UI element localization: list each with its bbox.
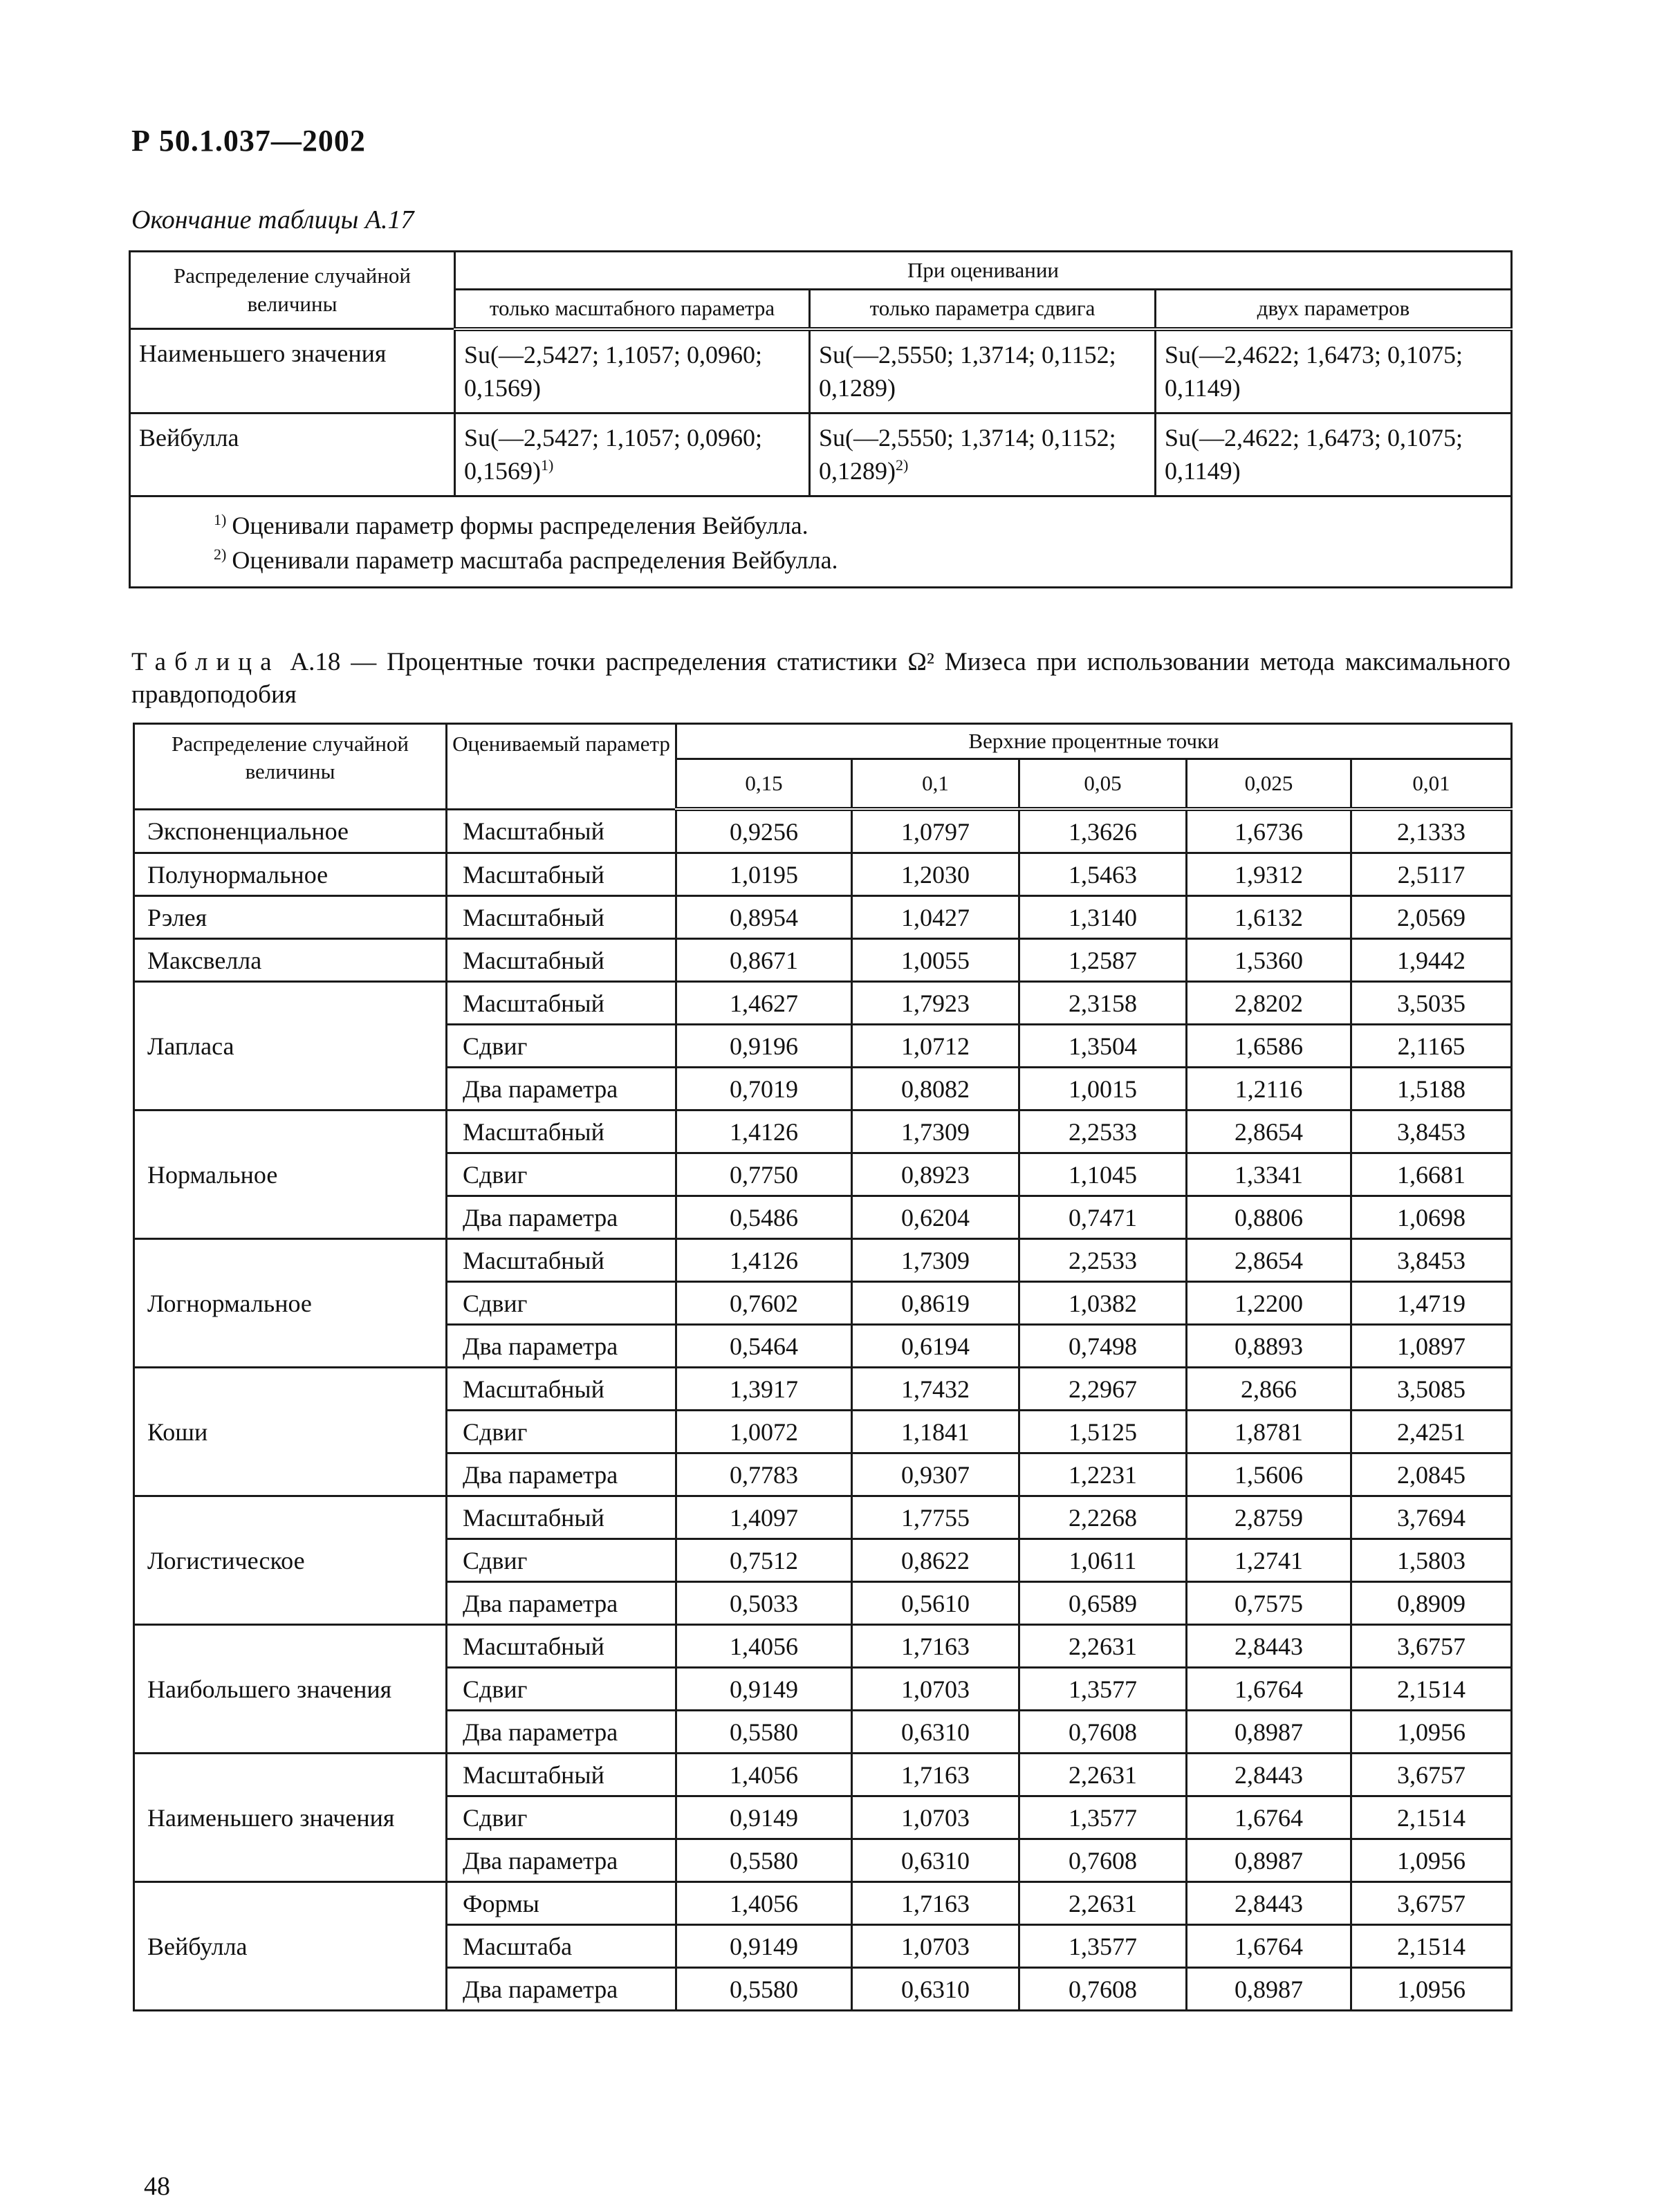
distribution-cell: Полунормальное [134,853,447,896]
table-a17 [129,250,1513,588]
t18-col-pct: 0,01 [1351,759,1512,810]
distribution-cell: Нормальное [134,1110,447,1239]
value-cell: 2,1514 [1351,1796,1512,1839]
value-cell: 0,8954 [676,896,852,939]
table-row [134,1625,1512,1668]
value-cell: 2,8654 [1187,1110,1351,1153]
t17-col-scale: только масштабного параметра [455,290,810,329]
value-cell: 1,3341 [1187,1153,1351,1196]
value-cell: 1,2231 [1019,1453,1187,1496]
value-cell: 1,8781 [1187,1411,1351,1453]
value-cell: 1,7923 [852,982,1019,1025]
distribution-cell: Наибольшего значения [134,1625,447,1754]
value-cell: 2,3158 [1019,982,1187,1025]
value-cell: 0,6194 [852,1325,1019,1368]
value-cell: 1,0703 [852,1796,1019,1839]
value-cell: 2,8759 [1187,1496,1351,1539]
parameter-cell: Сдвиг [447,1025,676,1068]
value-cell: 0,5464 [676,1325,852,1368]
footnote [214,543,1510,577]
value-cell: 2,0569 [1351,896,1512,939]
value-cell: 0,7608 [1019,1839,1187,1882]
parameter-cell: Два параметра [447,1839,676,1882]
value-cell: 1,3504 [1019,1025,1187,1068]
value-cell: 1,3577 [1019,1796,1187,1839]
t17-cell [810,329,1156,413]
value-cell: 1,1841 [852,1411,1019,1453]
value-cell: 0,7471 [1019,1196,1187,1239]
parameter-cell: Сдвиг [447,1796,676,1839]
parameter-cell: Сдвиг [447,1668,676,1711]
parameter-cell: Масштабный [447,1754,676,1796]
value-cell: 1,0712 [852,1025,1019,1068]
value-cell: 0,9307 [852,1453,1019,1496]
t18-col-pct: 0,025 [1187,759,1351,810]
value-cell: 1,0956 [1351,1711,1512,1754]
value-cell: 2,4251 [1351,1411,1512,1453]
footnote-text: Оценивали параметр формы распределения Вейбулла. [232,511,808,539]
parameter-cell: Масштабный [447,939,676,982]
distribution-cell: Логистическое [134,1496,447,1625]
parameter-cell: Масштабный [447,982,676,1025]
value-cell: 0,7750 [676,1153,852,1196]
value-cell: 2,2631 [1019,1754,1187,1796]
value-cell: 1,5606 [1187,1453,1351,1496]
t17-col-two: двух параметров [1156,290,1512,329]
parameter-cell: Два параметра [447,1968,676,2011]
value-cell: 2,866 [1187,1368,1351,1411]
value-cell: 1,0195 [676,853,852,896]
parameter-cell: Масштабный [447,1496,676,1539]
parameter-cell: Формы [447,1882,676,1925]
t17-row-name: Вейбулла [130,413,455,496]
value-cell: 1,6736 [1187,809,1351,853]
value-cell: 2,8443 [1187,1625,1351,1668]
value-cell: 2,2967 [1019,1368,1187,1411]
value-cell: 1,7309 [852,1110,1019,1153]
value-cell: 1,0611 [1019,1539,1187,1582]
parameter-cell: Масштабный [447,896,676,939]
footnote-text: Оценивали параметр масштаба распределения Вейбулла. [232,546,838,575]
value-cell: 0,6589 [1019,1582,1187,1625]
value-cell: 1,0956 [1351,1968,1512,2011]
footnote-ref: 1) [541,456,554,474]
table-row [134,896,1512,939]
parameter-cell: Сдвиг [447,1539,676,1582]
table-row [134,1754,1512,1796]
value-cell: 0,8923 [852,1153,1019,1196]
value-cell: 3,6757 [1351,1754,1512,1796]
value-cell: 2,2533 [1019,1110,1187,1153]
caption-text: А.18 — Процентные точки распределения статистики Ω² Мизеса при использовании метода максимального правдоподобия [131,648,1510,709]
t17-cell-text: Su(—2,5427; 1,1057; 0,0960; 0,1569) [464,340,763,402]
value-cell: 1,0698 [1351,1196,1512,1239]
t17-cell [455,329,810,413]
value-cell: 1,2116 [1187,1068,1351,1110]
value-cell: 1,1045 [1019,1153,1187,1196]
footnote-mark: 1) [214,510,227,528]
t17-col-group: При оценивании [455,252,1512,290]
parameter-cell: Масштабный [447,853,676,896]
value-cell: 3,5085 [1351,1368,1512,1411]
value-cell: 0,5580 [676,1711,852,1754]
value-cell: 1,0703 [852,1925,1019,1968]
value-cell: 1,0956 [1351,1839,1512,1882]
value-cell: 0,8082 [852,1068,1019,1110]
value-cell: 1,2741 [1187,1539,1351,1582]
value-cell: 0,7783 [676,1453,852,1496]
value-cell: 3,8453 [1351,1239,1512,1282]
value-cell: 1,3577 [1019,1668,1187,1711]
distribution-cell: Максвелла [134,939,447,982]
value-cell: 1,6586 [1187,1025,1351,1068]
value-cell: 1,7755 [852,1496,1019,1539]
value-cell: 1,6132 [1187,896,1351,939]
value-cell: 2,1514 [1351,1668,1512,1711]
value-cell: 1,0015 [1019,1068,1187,1110]
value-cell: 0,8806 [1187,1196,1351,1239]
value-cell: 1,4126 [676,1239,852,1282]
value-cell: 0,7608 [1019,1711,1187,1754]
distribution-cell: Экспоненциальное [134,809,447,853]
value-cell: 1,7432 [852,1368,1019,1411]
value-cell: 1,6764 [1187,1668,1351,1711]
value-cell: 1,0072 [676,1411,852,1453]
distribution-cell: Лапласа [134,982,447,1110]
value-cell: 2,1514 [1351,1925,1512,1968]
table-a17-caption: Окончание таблицы А.17 [131,205,414,234]
caption-label: Таблица [131,648,280,676]
value-cell: 1,4056 [676,1754,852,1796]
value-cell: 0,7019 [676,1068,852,1110]
value-cell: 2,1333 [1351,809,1512,853]
t17-cell [810,413,1156,496]
value-cell: 1,7163 [852,1882,1019,1925]
value-cell: 1,3140 [1019,896,1187,939]
table-row [134,1496,1512,1539]
table-row [130,329,1512,413]
distribution-cell: Наименьшего значения [134,1754,447,1882]
value-cell: 2,8202 [1187,982,1351,1025]
value-cell: 2,8654 [1187,1239,1351,1282]
value-cell: 0,8987 [1187,1711,1351,1754]
parameter-cell: Масштабный [447,1368,676,1411]
distribution-cell: Логнормальное [134,1239,447,1368]
value-cell: 2,5117 [1351,853,1512,896]
parameter-cell: Масштабный [447,1239,676,1282]
value-cell: 1,4126 [676,1110,852,1153]
document-code: Р 50.1.037—2002 [131,124,366,158]
value-cell: 0,5033 [676,1582,852,1625]
value-cell: 1,4097 [676,1496,852,1539]
footnote [214,508,1510,543]
value-cell: 2,2631 [1019,1882,1187,1925]
t18-col-pct: 0,15 [676,759,852,810]
value-cell: 1,2030 [852,853,1019,896]
value-cell: 0,8987 [1187,1839,1351,1882]
value-cell: 1,5125 [1019,1411,1187,1453]
value-cell: 2,2268 [1019,1496,1187,1539]
value-cell: 1,3577 [1019,1925,1187,1968]
distribution-cell: Коши [134,1368,447,1496]
value-cell: 0,9149 [676,1925,852,1968]
value-cell: 2,0845 [1351,1453,1512,1496]
value-cell: 1,7163 [852,1625,1019,1668]
value-cell: 3,6757 [1351,1882,1512,1925]
value-cell: 1,3626 [1019,809,1187,853]
value-cell: 2,1165 [1351,1025,1512,1068]
value-cell: 1,6764 [1187,1796,1351,1839]
footnote-ref: 2) [896,456,909,474]
t17-cell-text: Su(—2,5550; 1,3714; 0,1152; 0,1289) [819,423,1116,485]
parameter-cell: Масштабный [447,1625,676,1668]
value-cell: 1,0427 [852,896,1019,939]
parameter-cell: Два параметра [447,1711,676,1754]
t18-col-param: Оцениваемый параметр [447,724,676,810]
value-cell: 0,9256 [676,809,852,853]
value-cell: 0,8893 [1187,1325,1351,1368]
value-cell: 1,6764 [1187,1925,1351,1968]
value-cell: 0,8909 [1351,1582,1512,1625]
parameter-cell: Сдвиг [447,1282,676,1325]
value-cell: 1,5188 [1351,1068,1512,1110]
value-cell: 0,7512 [676,1539,852,1582]
value-cell: 1,9312 [1187,853,1351,896]
value-cell: 1,2587 [1019,939,1187,982]
t17-col-shift: только параметра сдвига [810,290,1156,329]
table-a18 [133,723,1513,2011]
value-cell: 1,2200 [1187,1282,1351,1325]
value-cell: 3,6757 [1351,1625,1512,1668]
value-cell: 1,6681 [1351,1153,1512,1196]
value-cell: 0,5486 [676,1196,852,1239]
t17-cell: Su(—2,4622; 1,6473; 0,1075; 0,1149) [1156,413,1512,496]
t18-col-group: Верхние процентные точки [676,724,1512,759]
value-cell: 1,0055 [852,939,1019,982]
t17-cell-text: Su(—2,5427; 1,1057; 0,0960; 0,1569) [464,423,763,485]
distribution-cell: Рэлея [134,896,447,939]
value-cell: 0,7575 [1187,1582,1351,1625]
parameter-cell: Два параметра [447,1582,676,1625]
value-cell: 0,6204 [852,1196,1019,1239]
value-cell: 3,5035 [1351,982,1512,1025]
value-cell: 1,4719 [1351,1282,1512,1325]
value-cell: 1,0703 [852,1668,1019,1711]
value-cell: 1,4627 [676,982,852,1025]
value-cell: 0,9149 [676,1796,852,1839]
t17-row-name: Наименьшего значения [130,329,455,413]
table-row [134,939,1512,982]
value-cell: 0,8619 [852,1282,1019,1325]
value-cell: 1,7309 [852,1239,1019,1282]
value-cell: 1,4056 [676,1882,852,1925]
parameter-cell: Масштабный [447,1110,676,1153]
parameter-cell: Два параметра [447,1325,676,1368]
t18-col-pct: 0,1 [852,759,1019,810]
footnote-mark: 2) [214,546,227,564]
parameter-cell: Масштабный [447,809,676,853]
value-cell: 3,7694 [1351,1496,1512,1539]
value-cell: 0,6310 [852,1711,1019,1754]
value-cell: 0,8622 [852,1539,1019,1582]
table-row [134,1368,1512,1411]
parameter-cell: Два параметра [447,1068,676,1110]
value-cell: 0,9149 [676,1668,852,1711]
value-cell: 1,4056 [676,1625,852,1668]
value-cell: 1,0382 [1019,1282,1187,1325]
value-cell: 1,5463 [1019,853,1187,896]
value-cell: 3,8453 [1351,1110,1512,1153]
value-cell: 2,8443 [1187,1882,1351,1925]
value-cell: 1,3917 [676,1368,852,1411]
t17-cell [455,413,810,496]
value-cell: 0,8987 [1187,1968,1351,2011]
value-cell: 1,5360 [1187,939,1351,982]
table-row [134,982,1512,1025]
value-cell: 2,8443 [1187,1754,1351,1796]
distribution-cell: Вейбулла [134,1882,447,2011]
parameter-cell: Два параметра [447,1196,676,1239]
t17-cell-text: Su(—2,5550; 1,3714; 0,1152; 0,1289) [819,340,1116,402]
value-cell: 0,7602 [676,1282,852,1325]
t18-col-distribution: Распределение случайной величины [134,724,447,810]
value-cell: 0,5580 [676,1968,852,2011]
t17-footnotes [130,496,1512,587]
value-cell: 0,5610 [852,1582,1019,1625]
value-cell: 0,6310 [852,1839,1019,1882]
value-cell: 0,8671 [676,939,852,982]
value-cell: 0,6310 [852,1968,1019,2011]
parameter-cell: Сдвиг [447,1153,676,1196]
t17-col-distribution: Распределение случайной величины [130,252,455,329]
t17-cell: Su(—2,4622; 1,6473; 0,1075; 0,1149) [1156,329,1512,413]
value-cell: 1,5803 [1351,1539,1512,1582]
parameter-cell: Масштаба [447,1925,676,1968]
parameter-cell: Два параметра [447,1453,676,1496]
value-cell: 2,2631 [1019,1625,1187,1668]
value-cell: 1,7163 [852,1754,1019,1796]
parameter-cell: Сдвиг [447,1411,676,1453]
value-cell: 0,7498 [1019,1325,1187,1368]
t18-col-pct: 0,05 [1019,759,1187,810]
value-cell: 1,0797 [852,809,1019,853]
table-row [134,1882,1512,1925]
value-cell: 1,0897 [1351,1325,1512,1368]
value-cell: 2,2533 [1019,1239,1187,1282]
table-row [130,413,1512,496]
page-number: 48 [144,2172,170,2201]
table-a18-caption [131,646,1510,712]
value-cell: 0,5580 [676,1839,852,1882]
value-cell: 1,9442 [1351,939,1512,982]
table-row [134,853,1512,896]
table-row [134,809,1512,853]
table-row [134,1239,1512,1282]
value-cell: 0,7608 [1019,1968,1187,2011]
value-cell: 0,9196 [676,1025,852,1068]
table-row [134,1110,1512,1153]
